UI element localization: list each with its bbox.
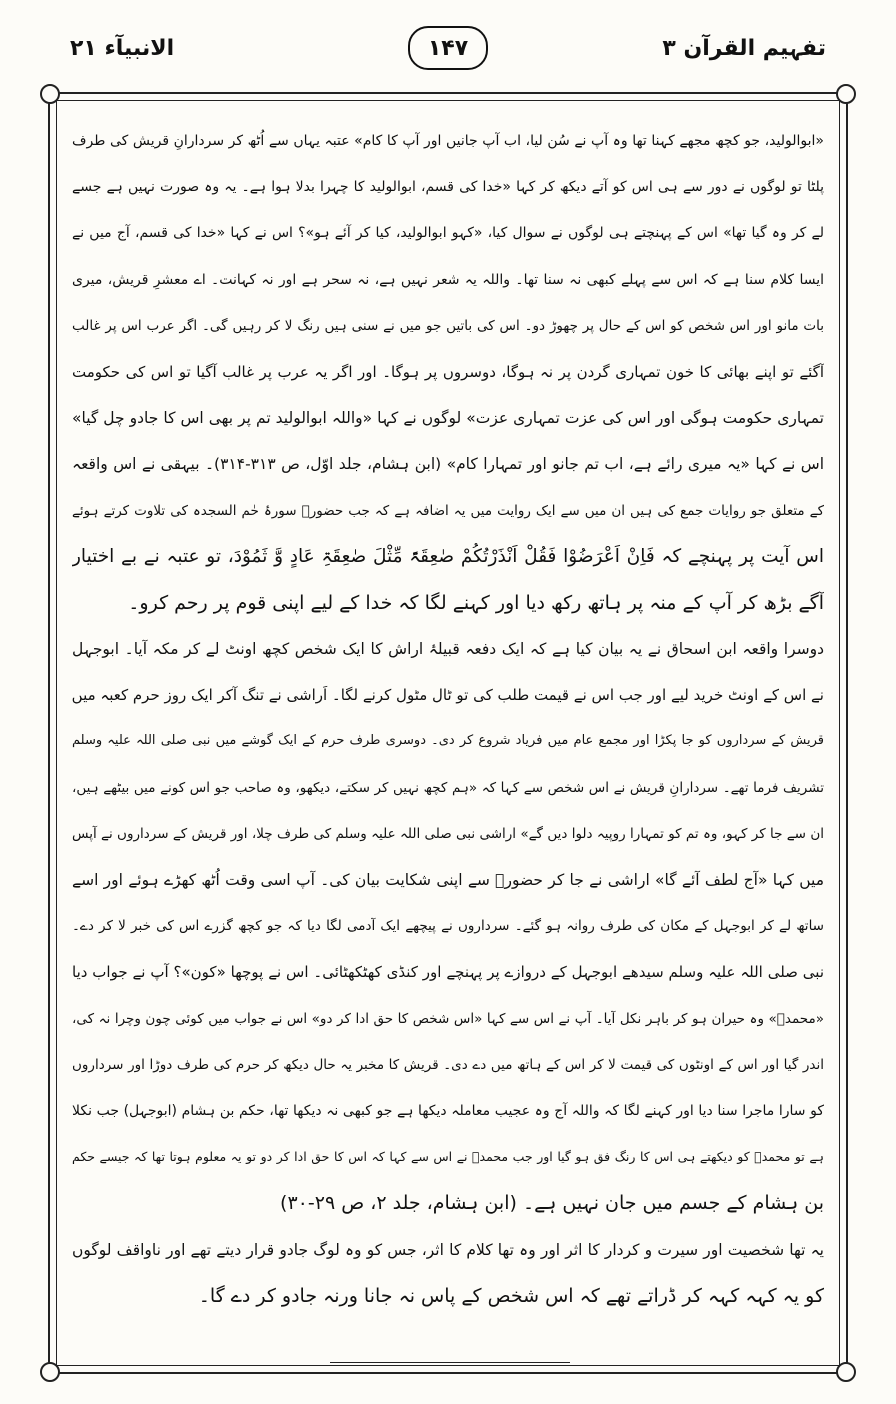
text-line: ایسا کلام سنا ہے کہ اس سے پہلے کبھی نہ سنا تھا۔ واللہ یہ شعر نہیں ہے، نہ سحر ہے اور نہ کہانت۔ اے معشرِ قریش، میری (72, 271, 824, 288)
text-line: کو سارا ماجرا سنا دیا اور کہنے لگا کہ واللہ آج وہ عجیب معاملہ دیکھا ہے جو کبھی نہ دیکھا تھا، حکم بن ہشام (ابوجہل) جب نکلا (72, 1102, 824, 1119)
page-number-badge (408, 26, 488, 70)
text-line: لے کر وہ گیا تھا» اس کے پہنچتے ہی لوگوں نے سوال کیا، «کہو ابوالولید، کیا کر آئے ہو»؟ اس نے کہا «خدا کی قسم، آج میں نے (72, 225, 824, 242)
text-line: اس نے کہا «یہ میری رائے ہے، اب تم جانو اور تمہارا کام» (ابن ہشام، جلد اوّل، ص ۳۱۳-۳۱۴)۔ بیہقی نے اس واقعہ (72, 455, 824, 474)
page-number: ۱۴۷ (427, 35, 469, 61)
text-line: بن ہشام کے جسم میں جان نہیں ہے۔ (ابن ہشام، جلد ۲، ص ۲۹-۳۰) (280, 1192, 824, 1215)
body-text (72, 118, 824, 1319)
corner-ornament-icon (40, 84, 60, 104)
section-divider (330, 1362, 570, 1363)
corner-ornament-icon (40, 1362, 60, 1382)
book-title: تفہیم القرآن ۳ (662, 36, 826, 61)
text-line: اندر گیا اور اس کے اونٹوں کی قیمت لا کر اس کے ہاتھ میں دے دی۔ قریش کا مخبر یہ حال دیکھ کر حرم کی طرف دوڑا اور سرداروں (72, 1056, 824, 1073)
text-line: آگے بڑھ کر آپ کے منہ پر ہاتھ رکھ دیا اور کہنے لگا کہ خدا کے لیے اپنی قوم پر رحم کرو۔ (128, 591, 824, 614)
text-line: نبی صلی اللہ علیہ وسلم سیدھے ابوجہل کے دروازے پر پہنچے اور کنڈی کھٹکھٹائی۔ اس نے پوچھا «کون»؟ آپ نے جواب دیا (72, 963, 824, 982)
text-line: کے متعلق جو روایات جمع کی ہیں ان میں سے ایک روایت میں یہ اضافہ ہے کہ جب حضورؐ سورۂ حٰم السجدہ کی تلاوت کرتے ہوئے (72, 502, 824, 519)
corner-ornament-icon (836, 1362, 856, 1382)
paragraph-3 (72, 1227, 824, 1319)
text-line: نے اس کے اونٹ خرید لیے اور جب اس نے قیمت طلب کی تو ٹال مٹول کرنے لگا۔ اَراشی نے تنگ آکر ایک روز حرم کعبہ میں (72, 686, 824, 705)
paragraph-2 (72, 626, 824, 1226)
text-line: میں کہا «آج لطف آئے گا» اراشی نے جا کر حضورؐ سے اپنی شکایت بیان کی۔ آپ اسی وقت اُٹھ کھڑے ہوئے اور اسے (72, 871, 824, 889)
page-header (40, 14, 856, 74)
text-line: کو یہ کہہ کہہ کر ڈراتے تھے کہ اس شخص کے پاس نہ جانا ورنہ جادو کر دے گا۔ (198, 1284, 824, 1307)
text-line: تمہاری حکومت ہوگی اور اس کی عزت تمہاری عزت» لوگوں نے کہا «واللہ ابوالولید تم پر بھی اس کا جادو چل گیا» (72, 409, 824, 428)
text-line: اس آیت پر پہنچے کہ فَاِنْ اَعْرَضُوْا فَقُلْ اَنْذَرْتُکُمْ صٰعِقَۃً مِّثْلَ صٰعِقَۃِ عَادٍ وَّ ثَمُوْدَ، تو عتبہ نے بے اختیار (72, 545, 824, 567)
text-line: قریش کے سرداروں کو جا پکڑا اور مجمع عام میں فریاد شروع کر دی۔ دوسری طرف حرم کے ایک گوشے میں نبی صلی اللہ علیہ وسلم (72, 733, 824, 749)
corner-ornament-icon (836, 84, 856, 104)
paragraph-1 (72, 118, 824, 626)
text-line: بات مانو اور اس شخص کو اس کے حال پر چھوڑ دو۔ اس کی باتیں جو میں نے سنی ہیں رنگ لا کر رہیں گی۔ اگر عرب اس پر غالب (72, 317, 824, 334)
text-line: ان سے جا کر کہو، وہ تم کو تمہارا روپیہ دلوا دیں گے» اراشی نبی صلی اللہ علیہ وسلم کی طرف چلا، اور قریش کے سرداروں نے آپس (72, 825, 824, 842)
text-line: دوسرا واقعہ ابن اسحاق نے یہ بیان کیا ہے کہ ایک دفعہ قبیلۂ اراش کا ایک شخص کچھ اونٹ لے کر مکہ آیا۔ ابوجہل (72, 640, 824, 659)
text-line: ساتھ لے کر ابوجہل کے مکان کی طرف روانہ ہو گئے۔ سرداروں نے پیچھے ایک آدمی لگا دیا کہ جو کچھ گزرے اس کی خبر لا کر دے۔ (72, 918, 824, 935)
text-line: «محمدؐ» وہ حیران ہو کر باہر نکل آیا۔ آپ نے اس سے کہا «اس شخص کا حق ادا کر دو» اس نے جواب میں کوئی چون وچرا نہ کی، (72, 1010, 824, 1027)
text-line: آگئے تو اپنے بھائی کا خون تمہاری گردن پر نہ ہوگا، دوسروں پر ہوگا۔ اور اگر یہ عرب پر غالب آگیا تو اس کی حکومت (72, 362, 824, 381)
text-line: ہے تو محمدؐ کو دیکھتے ہی اس کا رنگ فق ہو گیا اور جب محمدؐ نے اس سے کہا کہ اس کا حق ادا کر دو تو یہ معلوم ہوتا تھا کہ جیسے حکم (72, 1149, 824, 1165)
text-line: «ابوالولید، جو کچھ مجھے کہنا تھا وہ آپ نے سُن لیا، اب آپ جانیں اور آپ کا کام» عتبہ یہاں سے اُٹھ کر سردارانِ قریش کی طرف (72, 133, 824, 149)
text-line: تشریف فرما تھے۔ سردارانِ قریش نے اس شخص سے کہا کہ «ہم کچھ نہیں کر سکتے، دیکھو، وہ صاحب جو اس کونے میں بیٹھے ہیں، (72, 779, 824, 796)
text-line: پلٹا تو لوگوں نے دور سے ہی اس کو آتے دیکھ کر کہا «خدا کی قسم، ابوالولید کا چہرا بدلا ہوا ہے۔ یہ وہ صورت نہیں ہے جسے (72, 179, 824, 196)
surah-label: الانبیآء ۲۱ (70, 36, 175, 61)
text-line: یہ تھا شخصیت اور سیرت و کردار کا اثر اور وہ تھا کلام کا اثر، جس کو وہ لوگ جادو قرار دیتے تھے اور ناواقف لوگوں (72, 1240, 824, 1259)
